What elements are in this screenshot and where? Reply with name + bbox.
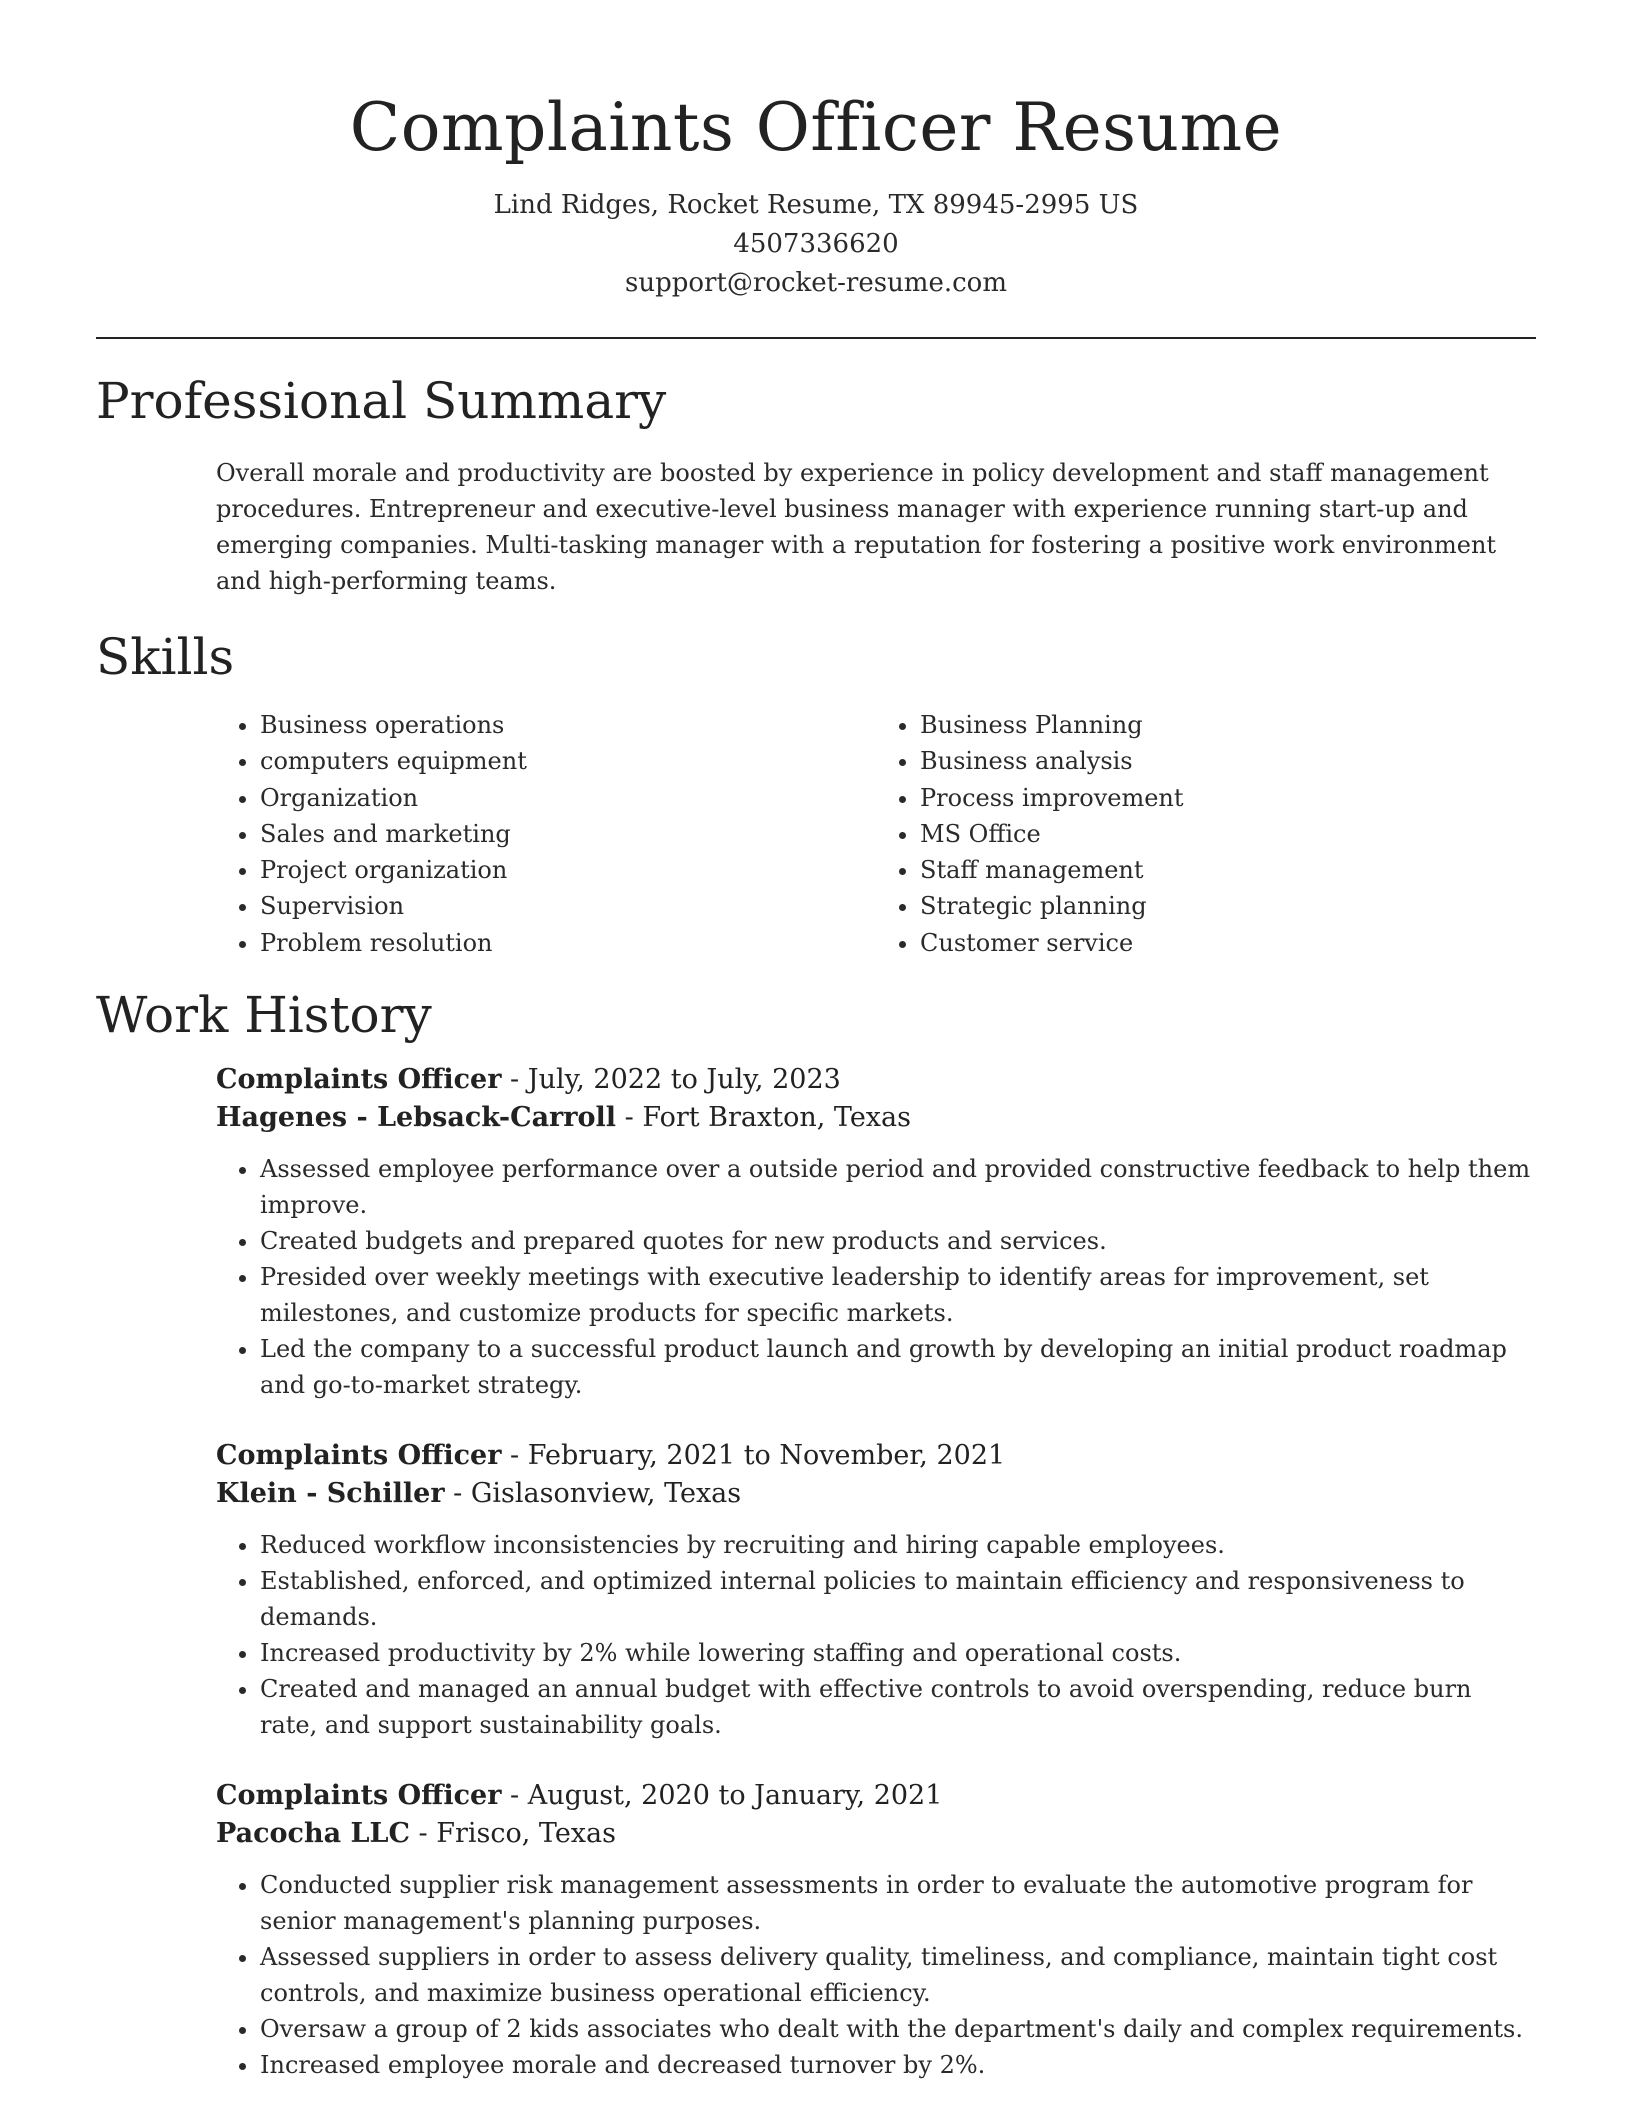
job-company: Klein - Schiller	[216, 1478, 445, 1510]
job-company: Hagenes - Lebsack-Carroll	[216, 1102, 617, 1134]
skills-column-right	[876, 707, 1536, 961]
header-divider	[96, 337, 1536, 339]
skill-item: • Business analysis	[920, 743, 1536, 779]
skill-item: • computers equipment	[260, 743, 876, 779]
skill-item: • Organization	[260, 780, 876, 816]
skill-item: • Customer service	[920, 925, 1536, 961]
contact-info	[0, 186, 1632, 303]
job-company-line	[216, 1099, 1536, 1137]
job-bullet: • Presided over weekly meetings with executive leadership to identify areas for improvement, set milestones, and customize products for specific markets.	[260, 1259, 1536, 1331]
skill-item: • Process improvement	[920, 780, 1536, 816]
skill-item: • Business operations	[260, 707, 876, 743]
job-dates: - July, 2022 to July, 2023	[501, 1064, 841, 1096]
job-bullet: • Established, enforced, and optimized internal policies to maintain efficiency and responsiveness to demands.	[260, 1563, 1536, 1635]
job-title-line	[216, 1437, 1536, 1475]
skills-heading: Skills	[96, 628, 235, 686]
skill-item: • Strategic planning	[920, 888, 1536, 924]
job-dates: - February, 2021 to November, 2021	[501, 1440, 1006, 1472]
skill-item: • MS Office	[920, 816, 1536, 852]
job-title-line	[216, 1777, 1536, 1815]
job-bullet: • Increased productivity by 2% while lowering staffing and operational costs.	[260, 1635, 1536, 1671]
skill-item: • Sales and marketing	[260, 816, 876, 852]
work-history-heading: Work History	[96, 986, 432, 1045]
skill-item: • Project organization	[260, 852, 876, 888]
summary-heading: Professional Summary	[96, 372, 667, 430]
job-location: - Gislasonview, Texas	[444, 1478, 742, 1510]
resume-title: Complaints Officer Resume	[349, 89, 1283, 166]
job-bullets	[216, 1527, 1536, 1743]
job-bullet: • Created and managed an annual budget with effective controls to avoid overspending, reduce burn rate, and support sustainability goals.	[260, 1671, 1536, 1743]
job-bullet: • Oversaw a group of 2 kids associates who dealt with the department's daily and complex requirements.	[260, 2011, 1536, 2047]
job-entry	[216, 1437, 1536, 1743]
job-company-line	[216, 1815, 1536, 1853]
contact-email: support@rocket-resume.com	[624, 268, 1007, 298]
job-bullet: • Reduced workflow inconsistencies by recruiting and hiring capable employees.	[260, 1527, 1536, 1563]
skills-list	[216, 707, 1536, 961]
job-bullet: • Increased employee morale and decreased turnover by 2%.	[260, 2047, 1536, 2083]
job-bullet: • Created budgets and prepared quotes for new products and services.	[260, 1223, 1536, 1259]
contact-phone: 4507336620	[733, 229, 899, 259]
job-title: Complaints Officer	[216, 1780, 502, 1812]
skill-item: • Staff management	[920, 852, 1536, 888]
job-bullet: • Conducted supplier risk management assessments in order to evaluate the automotive program for senior management's planning purposes.	[260, 1867, 1536, 1939]
job-location: - Frisco, Texas	[409, 1818, 616, 1850]
job-bullet: • Assessed employee performance over a outside period and provided constructive feedback to help them improve.	[260, 1151, 1536, 1223]
job-dates: - August, 2020 to January, 2021	[501, 1780, 943, 1812]
job-company-line	[216, 1475, 1536, 1513]
summary-text: Overall morale and productivity are boosted by experience in policy development and staff management procedures. Entrepreneur and executive-level business manager with experience running start-up and emerging companies. Multi-tasking manager with a reputation for fostering a positive work environment and high-performing teams.	[216, 459, 1497, 595]
job-title: Complaints Officer	[216, 1440, 502, 1472]
job-title: Complaints Officer	[216, 1064, 502, 1096]
job-bullets	[216, 1867, 1536, 2083]
job-title-line	[216, 1061, 1536, 1099]
job-bullets	[216, 1151, 1536, 1403]
skills-column-left	[216, 707, 876, 961]
job-bullet: • Assessed suppliers in order to assess delivery quality, timeliness, and compliance, maintain tight cost controls, and maximize business operational efficiency.	[260, 1939, 1536, 2011]
skill-item: • Supervision	[260, 888, 876, 924]
job-location: - Fort Braxton, Texas	[616, 1102, 911, 1134]
skill-item: • Business Planning	[920, 707, 1536, 743]
contact-address: Lind Ridges, Rocket Resume, TX 89945-2995 US	[493, 190, 1139, 220]
job-entry	[216, 1061, 1536, 1403]
job-entry	[216, 1777, 1536, 2083]
job-company: Pacocha LLC	[216, 1818, 410, 1850]
skill-item: • Problem resolution	[260, 925, 876, 961]
job-bullet: • Led the company to a successful product launch and growth by developing an initial product roadmap and go-to-market strategy.	[260, 1331, 1536, 1403]
resume-header	[0, 0, 1632, 303]
